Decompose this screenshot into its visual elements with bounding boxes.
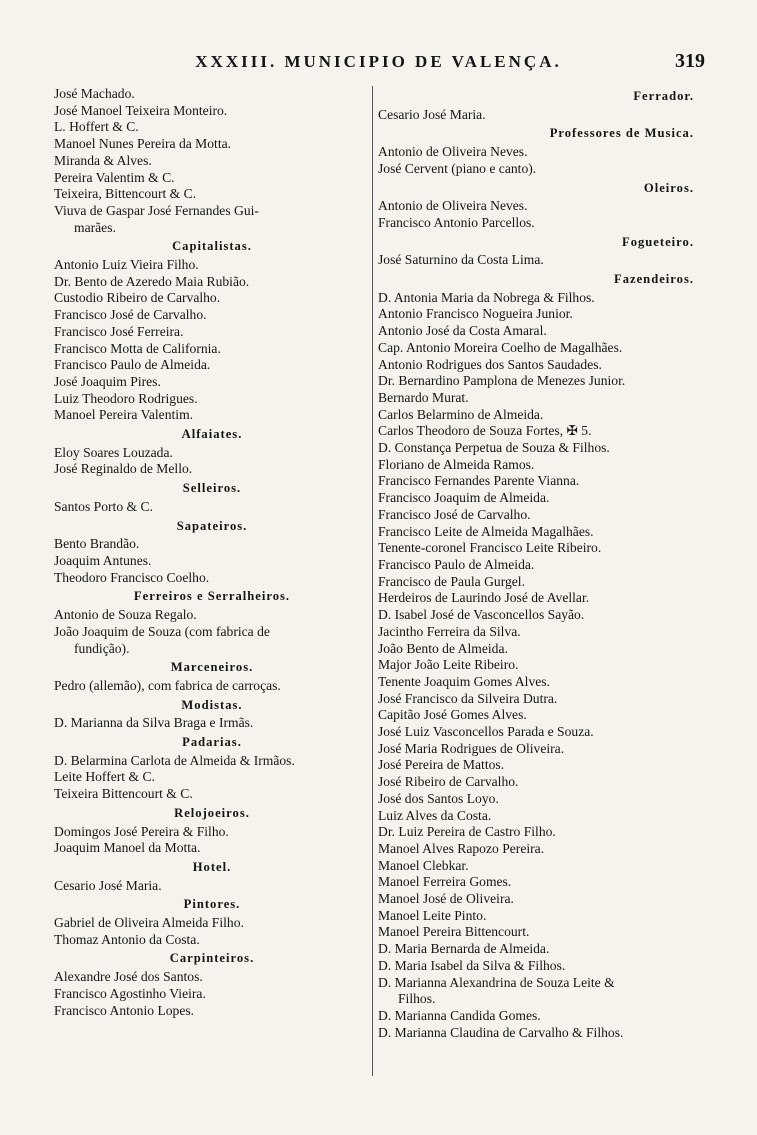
list-item: Francisco José de Carvalho. [378, 506, 531, 522]
list-item: João Bento de Almeida. [378, 640, 508, 656]
list-item: José Ribeiro de Carvalho. [378, 774, 519, 790]
list-item: Francisco José Ferreira. [54, 323, 184, 339]
category-heading: Pintores. [183, 897, 241, 912]
list-item: Cesario José Maria. [54, 877, 162, 893]
list-item: Luiz Alves da Costa. [378, 807, 492, 823]
list-item: Francisco José de Carvalho. [54, 307, 207, 323]
list-item: Santos Porto & C. [54, 498, 153, 514]
list-item: Teixeira, Bittencourt & C. [54, 186, 197, 202]
list-item: Pereira Valentim & C. [54, 169, 175, 185]
list-item: Theodoro Francisco Coelho. [54, 569, 210, 585]
list-item: Antonio Francisco Nogueira Junior. [378, 306, 573, 322]
list-item: José Maria Rodrigues de Oliveira. [378, 740, 565, 756]
list-item: José Joaquim Pires. [54, 373, 161, 389]
category-heading: Relojoeiros. [174, 805, 250, 820]
list-item: Manoel Leite Pinto. [378, 907, 487, 923]
list-item: Domingos José Pereira & Filho. [54, 823, 229, 839]
page-header: XXXIII. MUNICIPIO DE VALENÇA. [195, 52, 562, 71]
list-item: Joaquim Manoel da Motta. [54, 840, 201, 856]
list-item: Manoel Alves Rapozo Pereira. [378, 840, 545, 856]
list-item: Manoel Pereira Bittencourt. [378, 924, 530, 940]
list-item: Leite Hoffert & C. [54, 769, 155, 785]
category-heading: Padarias. [182, 735, 242, 750]
list-item: Floriano de Almeida Ramos. [378, 456, 535, 472]
category-heading: Selleiros. [182, 481, 242, 496]
list-item: Manoel Nunes Pereira da Motta. [54, 136, 232, 152]
list-item: Gabriel de Oliveira Almeida Filho. [54, 915, 244, 931]
list-item-line: D. Marianna Alexandrina de Souza Leite & [378, 974, 615, 990]
list-item-continuation: fundição). [74, 640, 130, 656]
list-item: Major João Leite Ribeiro. [378, 657, 519, 673]
list-item: José Machado. [54, 86, 135, 101]
category-heading: Ferrador. [633, 89, 694, 103]
list-item: D. Isabel José de Vasconcellos Sayão. [378, 607, 585, 623]
list-item: Antonio de Oliveira Neves. [378, 198, 528, 214]
list-item: Custodio Ribeiro de Carvalho. [54, 290, 221, 306]
list-item: Pedro (allemão), com fabrica de carroças. [54, 677, 281, 693]
list-item: Antonio Luiz Vieira Filho. [54, 257, 199, 273]
list-item: Francisco Motta de California. [54, 340, 221, 356]
list-item: L. Hoffert & C. [54, 119, 139, 135]
category-heading: Capitalistas. [172, 239, 252, 254]
list-item [54, 624, 370, 657]
list-item: José Manoel Teixeira Monteiro. [54, 102, 228, 118]
category-heading: Carpinteiros. [169, 951, 255, 966]
category-heading: Alfaiates. [181, 427, 243, 442]
column-divider [372, 86, 373, 1076]
list-item: Francisco Paulo de Almeida. [378, 556, 535, 572]
list-item-continuation: marães. [74, 219, 116, 235]
list-item: Francisco Antonio Parcellos. [378, 214, 535, 230]
list-item: Antonio José da Costa Amaral. [378, 323, 547, 339]
list-item: Francisco de Paula Gurgel. [378, 573, 525, 589]
list-item: Tenente Joaquim Gomes Alves. [378, 673, 550, 689]
list-item: Teixeira Bittencourt & C. [54, 786, 193, 802]
list-item: Manoel Pereira Valentim. [54, 407, 194, 423]
category-heading: Modistas. [181, 697, 243, 712]
list-item: D. Belarmina Carlota de Almeida & Irmãos. [54, 752, 295, 768]
category-heading: Professores de Musica. [549, 126, 694, 141]
list-item: José Cervent (piano e canto). [378, 160, 537, 176]
list-item: Cap. Antonio Moreira Coelho de Magalhães. [378, 339, 623, 355]
list-item: Manoel Ferreira Gomes. [378, 874, 512, 890]
list-item: Luiz Theodoro Rodrigues. [54, 390, 198, 406]
list-item: Joaquim Antunes. [54, 552, 152, 568]
list-item: Tenente-coronel Francisco Leite Ribeiro. [378, 540, 602, 556]
list-item: Manoel Clebkar. [378, 857, 469, 873]
list-item: Miranda & Alves. [54, 152, 152, 168]
list-item: Antonio de Oliveira Neves. [378, 144, 528, 160]
list-item-continuation: Filhos. [398, 991, 436, 1007]
list-item: Francisco Agostinho Vieira. [54, 985, 206, 1001]
list-item: D. Antonia Maria da Nobrega & Filhos. [378, 289, 595, 305]
list-item: Carlos Theodoro de Souza Fortes, ✠ 5. [378, 423, 592, 439]
list-item-line: João Joaquim de Souza (com fabrica de [54, 623, 270, 639]
list-item: José dos Santos Loyo. [378, 790, 499, 806]
list-item: D. Maria Isabel da Silva & Filhos. [378, 957, 566, 973]
left-column [54, 86, 370, 1019]
list-item: D. Marianna Claudina de Carvalho & Filhos. [378, 1024, 624, 1040]
list-item: Bento Brandão. [54, 536, 140, 552]
category-heading: Marceneiros. [170, 660, 254, 675]
list-item: Eloy Soares Louzada. [54, 444, 173, 460]
list-item: Antonio de Souza Regalo. [54, 607, 197, 623]
list-item: Bernardo Murat. [378, 389, 469, 405]
list-item [54, 203, 370, 236]
list-item: Alexandre José dos Santos. [54, 969, 203, 985]
list-item: D. Marianna Candida Gomes. [378, 1007, 541, 1023]
category-heading: Hotel. [192, 859, 232, 874]
category-heading: Ferreiros e Serralheiros. [133, 589, 291, 604]
page-number: 319 [675, 50, 705, 72]
list-item: Manoel José de Oliveira. [378, 891, 514, 907]
category-heading: Oleiros. [643, 180, 694, 195]
list-item: Jacintho Ferreira da Silva. [378, 623, 521, 639]
list-item: Francisco Antonio Lopes. [54, 1002, 195, 1018]
list-item: Dr. Luiz Pereira de Castro Filho. [378, 824, 556, 840]
category-heading: Fazendeiros. [614, 272, 694, 287]
right-column [378, 86, 708, 1041]
list-item: Francisco Joaquim de Almeida. [378, 490, 550, 506]
list-item: Carlos Belarmino de Almeida. [378, 406, 544, 422]
category-heading: Sapateiros. [176, 518, 248, 533]
category-heading: Fogueteiro. [622, 234, 694, 249]
list-item: D. Maria Bernarda de Almeida. [378, 941, 550, 957]
list-item: José Luiz Vasconcellos Parada e Souza. [378, 724, 594, 740]
list-item: Antonio Rodrigues dos Santos Saudades. [378, 356, 602, 372]
list-item: Francisco Paulo de Almeida. [54, 357, 211, 373]
list-item: José Francisco da Silveira Dutra. [378, 690, 558, 706]
list-item: Francisco Leite de Almeida Magalhães. [378, 523, 594, 539]
list-item: Dr. Bento de Azeredo Maia Rubião. [54, 273, 250, 289]
list-item: Capitão José Gomes Alves. [378, 707, 527, 723]
list-item: D. Marianna da Silva Braga e Irmãs. [54, 715, 254, 731]
list-item-line: Viuva de Gaspar José Fernandes Gui- [54, 202, 259, 218]
list-item: José Pereira de Mattos. [378, 757, 505, 773]
list-item: Herdeiros de Laurindo José de Avellar. [378, 590, 590, 606]
list-item: Thomaz Antonio da Costa. [54, 931, 200, 947]
list-item: Dr. Bernardino Pamplona de Menezes Junior. [378, 373, 626, 389]
list-item [378, 975, 708, 1008]
list-item: Francisco Fernandes Parente Vianna. [378, 473, 580, 489]
list-item: D. Constança Perpetua de Souza & Filhos. [378, 440, 610, 456]
list-item: Cesario José Maria. [378, 106, 486, 122]
list-item: José Reginaldo de Mello. [54, 461, 193, 477]
list-item: José Saturnino da Costa Lima. [378, 252, 544, 268]
